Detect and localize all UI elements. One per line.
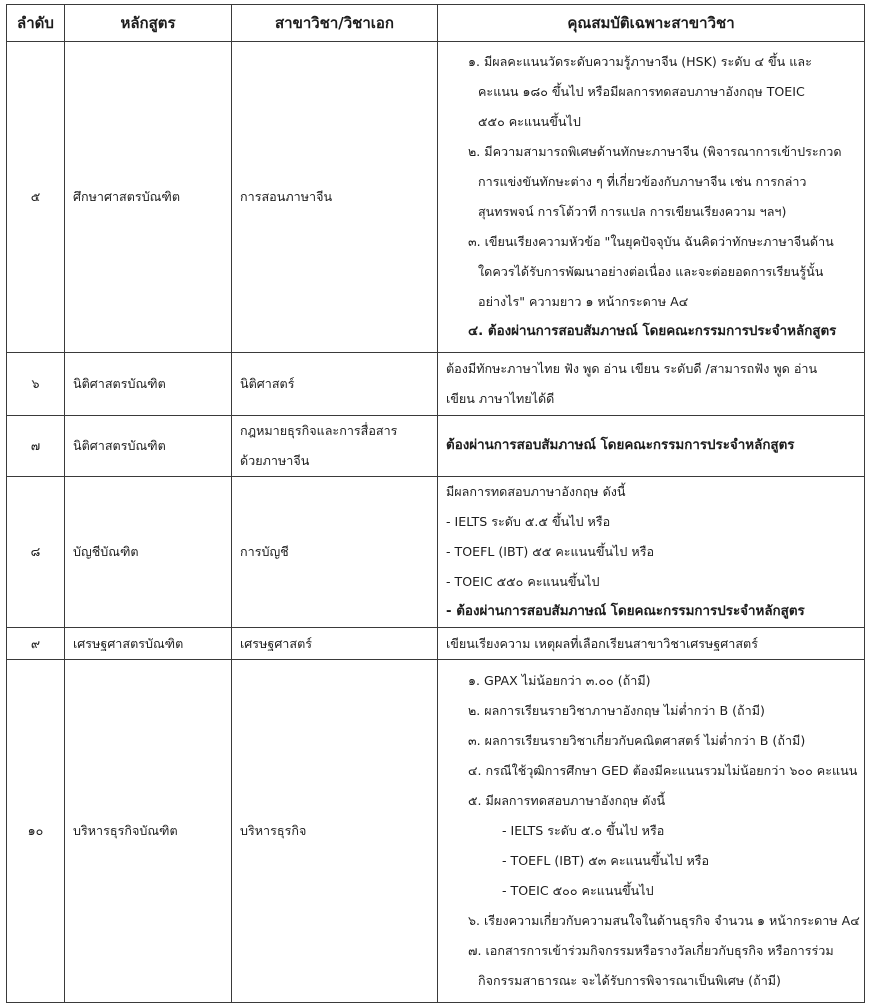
qualification-line: มีผลการทดสอบภาษาอังกฤษ ดังนี้ bbox=[446, 484, 626, 499]
table-row bbox=[7, 477, 865, 628]
row-program: ศึกษาศาสตรบัณฑิต bbox=[65, 42, 232, 353]
qualification-line: ๕๕๐ คะแนนขึ้นไป bbox=[478, 114, 581, 129]
table-row bbox=[7, 42, 865, 353]
row-qualification bbox=[438, 477, 865, 628]
row-seq: ๕ bbox=[7, 42, 65, 353]
qualification-table bbox=[6, 4, 865, 1003]
row-program: นิติศาสตรบัณฑิต bbox=[65, 353, 232, 416]
row-program: เศรษฐศาสตรบัณฑิต bbox=[65, 628, 232, 660]
header-seq: ลำดับ bbox=[7, 5, 65, 42]
row-qualification bbox=[438, 628, 865, 660]
row-qualification bbox=[438, 660, 865, 1003]
row-qualification bbox=[438, 416, 865, 477]
qualification-line: ๖. เรียงความเกี่ยวกับความสนใจในด้านธุรกิจ จำนวน ๑ หน้ากระดาษ A๔ bbox=[468, 913, 860, 928]
header-major: สาขาวิชา/วิชาเอก bbox=[232, 5, 438, 42]
qualification-line: - IELTS ระดับ ๕.๕ ขึ้นไป หรือ bbox=[446, 514, 611, 529]
qualification-line: กิจกรรมสาธารณะ จะได้รับการพิจารณาเป็นพิเศษ (ถ้ามี) bbox=[478, 973, 781, 988]
qualification-line: ใดควรได้รับการพัฒนาอย่างต่อเนื่อง และจะต่อยอดการเรียนรู้นั้น bbox=[478, 264, 824, 279]
qualification-line: เขียน ภาษาไทยได้ดี bbox=[446, 391, 555, 406]
qualification-line: - TOEIC ๕๕๐ คะแนนขึ้นไป bbox=[446, 574, 600, 589]
row-program: บัญชีบัณฑิต bbox=[65, 477, 232, 628]
row-seq: ๙ bbox=[7, 628, 65, 660]
qualification-line: เขียนเรียงความ เหตุผลที่เลือกเรียนสาขาวิชาเศรษฐศาสตร์ bbox=[446, 635, 758, 651]
table-row bbox=[7, 416, 865, 477]
qualification-line: ต้องผ่านการสอบสัมภาษณ์ โดยคณะกรรมการประจำหลักสูตร bbox=[446, 438, 795, 453]
qualification-line: - ต้องผ่านการสอบสัมภาษณ์ โดยคณะกรรมการประจำหลักสูตร bbox=[446, 604, 805, 619]
qualification-line: ๔. กรณีใช้วุฒิการศึกษา GED ต้องมีคะแนนรวมไม่น้อยกว่า ๖๐๐ คะแนน bbox=[468, 763, 858, 778]
major-line: กฎหมายธุรกิจและการสื่อสาร bbox=[240, 423, 398, 438]
qualification-line: - TOEFL (IBT) ๕๓ คะแนนขึ้นไป หรือ bbox=[502, 853, 710, 868]
row-major: เศรษฐศาสตร์ bbox=[232, 628, 438, 660]
qualification-line: สุนทรพจน์ การโต้วาที การแปล การเขียนเรียงความ ฯลฯ) bbox=[478, 204, 787, 219]
row-qualification bbox=[438, 353, 865, 416]
qualification-line: - TOEFL (IBT) ๕๕ คะแนนขึ้นไป หรือ bbox=[446, 544, 655, 559]
row-seq: ๘ bbox=[7, 477, 65, 628]
qualification-line: ๑. มีผลคะแนนวัดระดับความรู้ภาษาจีน (HSK) ระดับ ๔ ขึ้น และ bbox=[468, 54, 812, 69]
table-row bbox=[7, 628, 865, 660]
header-program: หลักสูตร bbox=[65, 5, 232, 42]
qualification-line: ๓. เขียนเรียงความหัวข้อ "ในยุคปัจจุบัน ฉันคิดว่าทักษะภาษาจีนด้าน bbox=[468, 234, 834, 249]
qualification-line: - IELTS ระดับ ๕.๐ ขึ้นไป หรือ bbox=[502, 823, 665, 838]
qualification-line: คะแนน ๑๘๐ ขึ้นไป หรือมีผลการทดสอบภาษาอังกฤษ TOEIC bbox=[478, 84, 805, 99]
row-major: การบัญชี bbox=[232, 477, 438, 628]
major-line: ด้วยภาษาจีน bbox=[240, 453, 310, 468]
row-program: นิติศาสตรบัณฑิต bbox=[65, 416, 232, 477]
qualification-line: การแข่งขันทักษะต่าง ๆ ที่เกี่ยวข้องกับภาษาจีน เช่น การกล่าว bbox=[478, 174, 807, 189]
qualification-line: ๑. GPAX ไม่น้อยกว่า ๓.๐๐ (ถ้ามี) bbox=[468, 673, 651, 688]
qualification-line: - TOEIC ๕๐๐ คะแนนขึ้นไป bbox=[502, 883, 654, 898]
row-seq: ๑๐ bbox=[7, 660, 65, 1003]
table-row bbox=[7, 660, 865, 1003]
table-row bbox=[7, 353, 865, 416]
row-major: นิติศาสตร์ bbox=[232, 353, 438, 416]
qualification-line: ๔. ต้องผ่านการสอบสัมภาษณ์ โดยคณะกรรมการประจำหลักสูตร bbox=[468, 324, 837, 339]
qualification-line: ๒. มีความสามารถพิเศษด้านทักษะภาษาจีน (พิจารณาการเข้าประกวด bbox=[468, 144, 842, 159]
row-major: บริหารธุรกิจ bbox=[232, 660, 438, 1003]
qualification-line: อย่างไร" ความยาว ๑ หน้ากระดาษ A๔ bbox=[478, 294, 689, 309]
qualification-line: ๓. ผลการเรียนรายวิชาเกี่ยวกับคณิตศาสตร์ ไม่ต่ำกว่า B (ถ้ามี) bbox=[468, 733, 806, 748]
qualification-line: ๗. เอกสารการเข้าร่วมกิจกรรมหรือรางวัลเกี่ยวกับธุรกิจ หรือการร่วม bbox=[468, 943, 834, 958]
row-seq: ๖ bbox=[7, 353, 65, 416]
qualification-line: ต้องมีทักษะภาษาไทย ฟัง พูด อ่าน เขียน ระดับดี /สามารถฟัง พูด อ่าน bbox=[446, 361, 818, 376]
row-qualification bbox=[438, 42, 865, 353]
row-major: การสอนภาษาจีน bbox=[232, 42, 438, 353]
row-seq: ๗ bbox=[7, 416, 65, 477]
row-major bbox=[232, 416, 438, 477]
header-qualification: คุณสมบัติเฉพาะสาขาวิชา bbox=[438, 5, 865, 42]
qualification-line: ๕. มีผลการทดสอบภาษาอังกฤษ ดังนี้ bbox=[468, 793, 666, 808]
row-program: บริหารธุรกิจบัณฑิต bbox=[65, 660, 232, 1003]
table-header-row bbox=[7, 5, 865, 42]
qualification-line: ๒. ผลการเรียนรายวิชาภาษาอังกฤษ ไม่ต่ำกว่า B (ถ้ามี) bbox=[468, 703, 765, 718]
